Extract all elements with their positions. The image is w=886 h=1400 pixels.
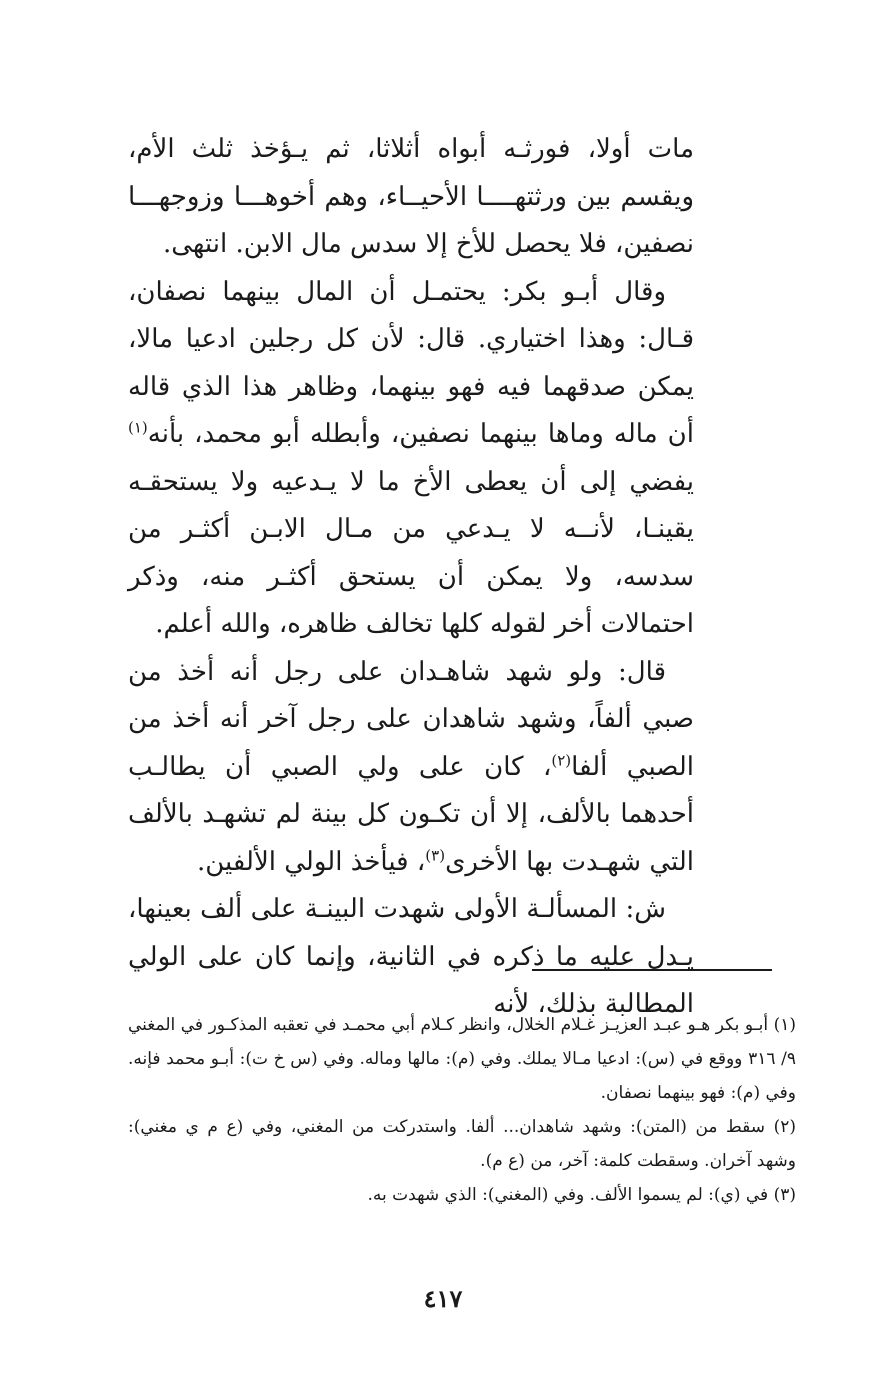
- paragraph-2-text-b: يفضي إلى أن يعطى الأخ ما لا يـدعيه ولا يستحقـه يقينـا، لأنــه لا يـدعي من مـال الابـن أكثـر من سدسه، ولا يمكن أن يستحق أكثـر منه، وذكر احتمالات أخر لقوله كلها تخالف ظاهره، والله أعلم.: [128, 466, 694, 639]
- main-text: [128, 126, 694, 1029]
- footnote-ref-2: (٢): [551, 750, 572, 769]
- paragraph-4: ش: المسألـة الأولى شهدت البينـة على ألف بعينها، يـدل عليه ما ذكره في الثانية، وإنما كان على الولي المطالبة بذلك، لأنه: [128, 894, 694, 1019]
- footnote-2: (٢) سقط من (المتن): وشهد شاهدان... ألفا. واستدركت من المغني، وفي (ع م ي مغني): وشهد آخران. وسقطت كلمة: آخر، من (ع م).: [128, 1117, 796, 1171]
- paragraph-3-text-b: ، كان على ولي الصبي أن يطالـب أحدهما بالألف، إلا أن تكـون كل بينة لم تشهـد بالألف التي شهـدت بها الأخرى: [128, 751, 694, 877]
- paragraph-3-text-c: ، فيأخذ الولي الألفين.: [196, 846, 426, 877]
- footnote-1: (١) أبـو بكر هـو عبـد العزيـز غـلام الخلال، وانظر كـلام أبي محمـد في تعقبه المذكـور في المغني ٩/ ٣١٦ ووقع في (س): ادعيا مـالا يملك. وفي (م): مالها وماله. وفي (س خ ت): أبـو محمد فإنه. وفي (م): فهو بينهما نصفان.: [128, 1015, 796, 1103]
- paragraph-2: [128, 269, 694, 649]
- paragraph-3-text-a: قال: ولو شهد شاهـدان على رجل أنه أخذ من صبي ألفاً، وشهد شاهدان على رجل آخر أنه أخذ من الصبي ألفا: [128, 656, 694, 782]
- footnote-3: (٣) في (ي): لم يسموا الألف. وفي (المغني): الذي شهدت به.: [367, 1185, 796, 1205]
- paragraph-2-text-a: وقال أبـو بكر: يحتمـل أن المال بينهما نصفان، قـال: وهذا اختياري. قال: لأن كل رجلين ادعيا مالا، يمكن صدقهما فيه فهو بينهما، وظاهر هذا الذي قاله أن ماله وماها بينهما نصفين، وأبطله أبو محمد، بأنه: [128, 276, 694, 449]
- paragraph-1: مات أولا، فورثـه أبواه أثلاثا، ثم يـؤخذ ثلث الأم، ويقسم بين ورثتهــــا الأحيــاء، وهم أخوهـــا وزوجهـــا نصفين، فلا يحصل للأخ إلا سدس مال الابن. انتهى.: [128, 134, 694, 259]
- footnote-ref-1: (١): [128, 418, 148, 437]
- paragraph-3: [128, 649, 694, 887]
- footnote-separator: [532, 969, 772, 971]
- page-number: ٤١٧: [423, 1284, 463, 1313]
- footnotes: [128, 1008, 796, 1212]
- footnote-ref-3: (٣): [425, 845, 446, 864]
